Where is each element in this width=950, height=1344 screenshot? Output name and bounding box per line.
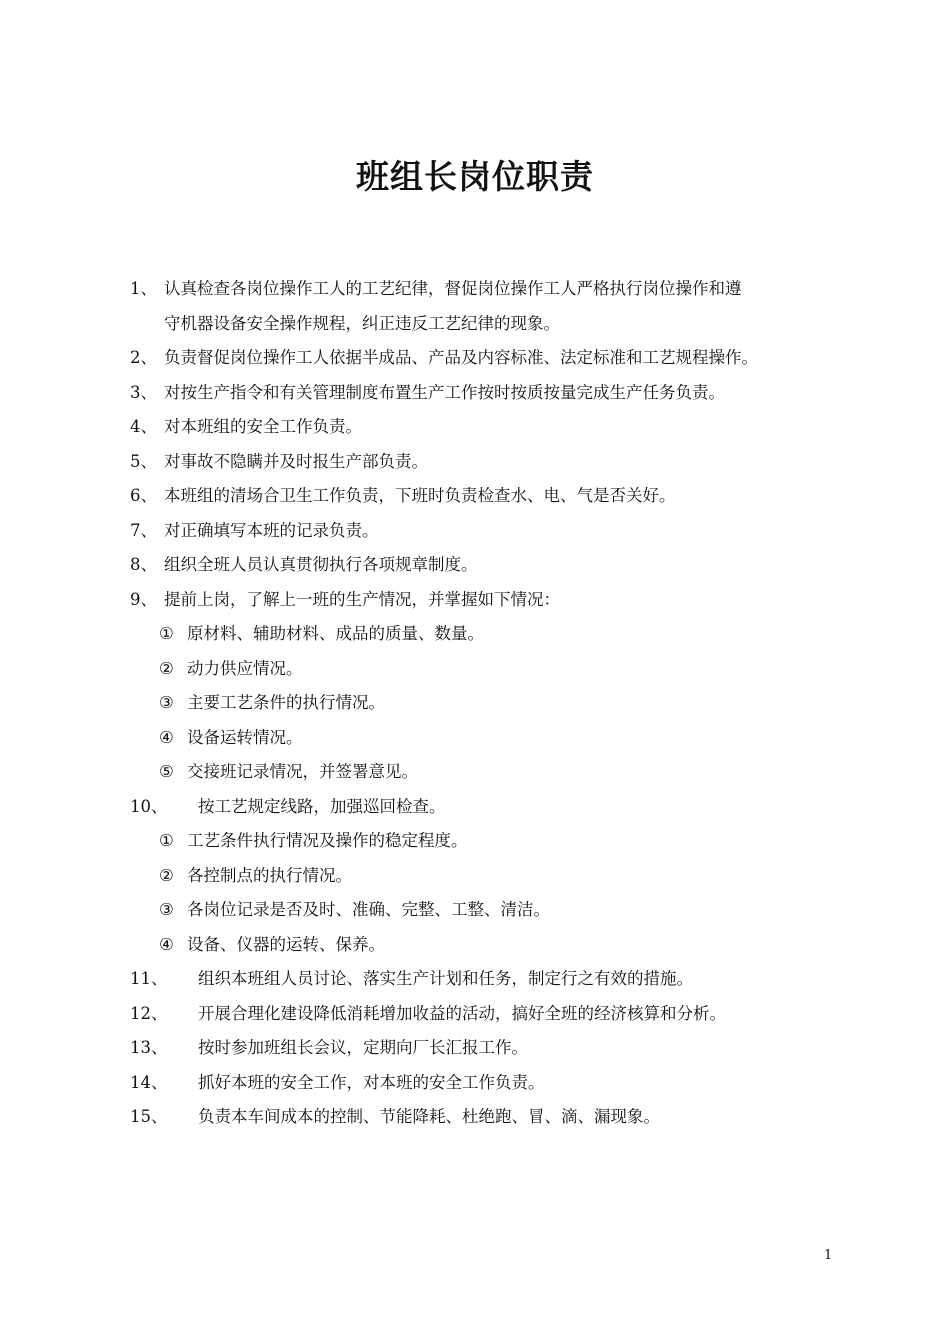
item-text: 负责本车间成本的控制、节能降耗、杜绝跑、冒、滴、漏现象。 — [198, 1107, 660, 1126]
item-number: 8、 — [130, 555, 157, 574]
list-item — [130, 514, 850, 549]
sub-item — [130, 652, 850, 687]
sub-item-text: 交接班记录情况，并签署意见。 — [187, 762, 418, 781]
sub-item — [130, 928, 850, 963]
sub-item-marker: ④ — [159, 934, 174, 954]
list-item — [130, 1066, 850, 1101]
sub-item — [130, 617, 850, 652]
sub-item — [130, 721, 850, 756]
item-number: 14、 — [130, 1072, 168, 1092]
item-number: 6、 — [130, 486, 157, 505]
list-item — [130, 272, 850, 307]
item-number: 13、 — [130, 1038, 168, 1057]
item-text: 对按生产指令和有关管理制度布置生产工作按时按质按量完成生产任务负责。 — [164, 382, 725, 402]
sub-item — [130, 859, 850, 894]
sub-item-text: 各控制点的执行情况。 — [187, 865, 352, 885]
list-item — [130, 1100, 850, 1135]
duty-list — [130, 272, 850, 1135]
item-text: 提前上岗，了解上一班的生产情况，并掌握如下情况： — [164, 589, 560, 609]
item-text: 对正确填写本班的记录负责。 — [164, 520, 379, 540]
sub-item-marker: ② — [159, 658, 174, 678]
item-text: 开展合理化建设降低消耗增加收益的活动，搞好全班的经济核算和分析。 — [198, 1003, 726, 1023]
sub-item-text: 各岗位记录是否及时、准确、完整、工整、清洁。 — [187, 900, 550, 919]
list-item-continuation — [130, 307, 850, 342]
item-number: 7、 — [130, 520, 157, 540]
list-item — [130, 962, 850, 997]
page-number: 1 — [824, 1248, 833, 1263]
item-number: 11、 — [130, 969, 168, 988]
item-number: 1、 — [130, 279, 157, 298]
item-number: 5、 — [130, 451, 157, 471]
item-text: 抓好本班的安全工作，对本班的安全工作负责。 — [198, 1072, 545, 1092]
sub-item-text: 设备、仪器的运转、保养。 — [187, 934, 385, 954]
item-number: 12、 — [130, 1003, 168, 1023]
item-text: 对本班组的安全工作负责。 — [164, 417, 362, 436]
item-text: 组织本班组人员讨论、落实生产计划和任务，制定行之有效的措施。 — [198, 969, 693, 988]
sub-item-marker: ② — [159, 865, 174, 885]
document-title: 班组长岗位职责 — [356, 157, 594, 196]
item-text: 守机器设备安全操作规程，纠正违反工艺纪律的现象。 — [164, 313, 560, 333]
item-text: 负责督促岗位操作工人依据半成品、产品及内容标准、法定标准和工艺规程操作。 — [164, 348, 758, 367]
sub-item-marker: ① — [159, 624, 174, 643]
list-item — [130, 548, 850, 583]
sub-item-marker: ④ — [159, 727, 174, 747]
sub-item — [130, 686, 850, 721]
list-item — [130, 583, 850, 618]
list-item — [130, 376, 850, 411]
list-item — [130, 445, 850, 480]
list-item — [130, 410, 850, 445]
item-number: 2、 — [130, 348, 157, 367]
item-text: 本班组的清场合卫生工作负责，下班时负责检查水、电、气是否关好。 — [164, 486, 676, 505]
sub-item-marker: ⑤ — [159, 762, 174, 781]
sub-item — [130, 893, 850, 928]
item-text: 按时参加班组长会议，定期向厂长汇报工作。 — [198, 1038, 528, 1057]
item-number: 3、 — [130, 382, 157, 402]
list-item — [130, 997, 850, 1032]
sub-item-text: 设备运转情况。 — [187, 727, 303, 747]
sub-item-text: 工艺条件执行情况及操作的稳定程度。 — [187, 831, 468, 850]
item-text: 按工艺规定线路，加强巡回检查。 — [198, 796, 446, 816]
sub-item-text: 主要工艺条件的执行情况。 — [187, 693, 385, 712]
sub-item — [130, 824, 850, 859]
item-text: 认真检查各岗位操作工人的工艺纪律，督促岗位操作工人严格执行岗位操作和遵 — [164, 279, 742, 298]
item-text: 组织全班人员认真贯彻执行各项规章制度。 — [164, 555, 478, 574]
list-item — [130, 479, 850, 514]
sub-item-text: 动力供应情况。 — [187, 658, 303, 678]
sub-item — [130, 755, 850, 790]
sub-item-marker: ③ — [159, 693, 174, 712]
item-number: 9、 — [130, 589, 157, 609]
sub-item-marker: ③ — [159, 900, 174, 919]
list-item — [130, 1031, 850, 1066]
item-text: 对事故不隐瞒并及时报生产部负责。 — [164, 451, 428, 471]
sub-item-marker: ① — [159, 831, 174, 850]
item-number: 4、 — [130, 417, 157, 436]
sub-item-text: 原材料、辅助材料、成品的质量、数量。 — [187, 624, 484, 643]
item-number: 15、 — [130, 1107, 168, 1126]
list-item — [130, 790, 850, 825]
list-item — [130, 341, 850, 376]
item-number: 10、 — [130, 796, 168, 816]
